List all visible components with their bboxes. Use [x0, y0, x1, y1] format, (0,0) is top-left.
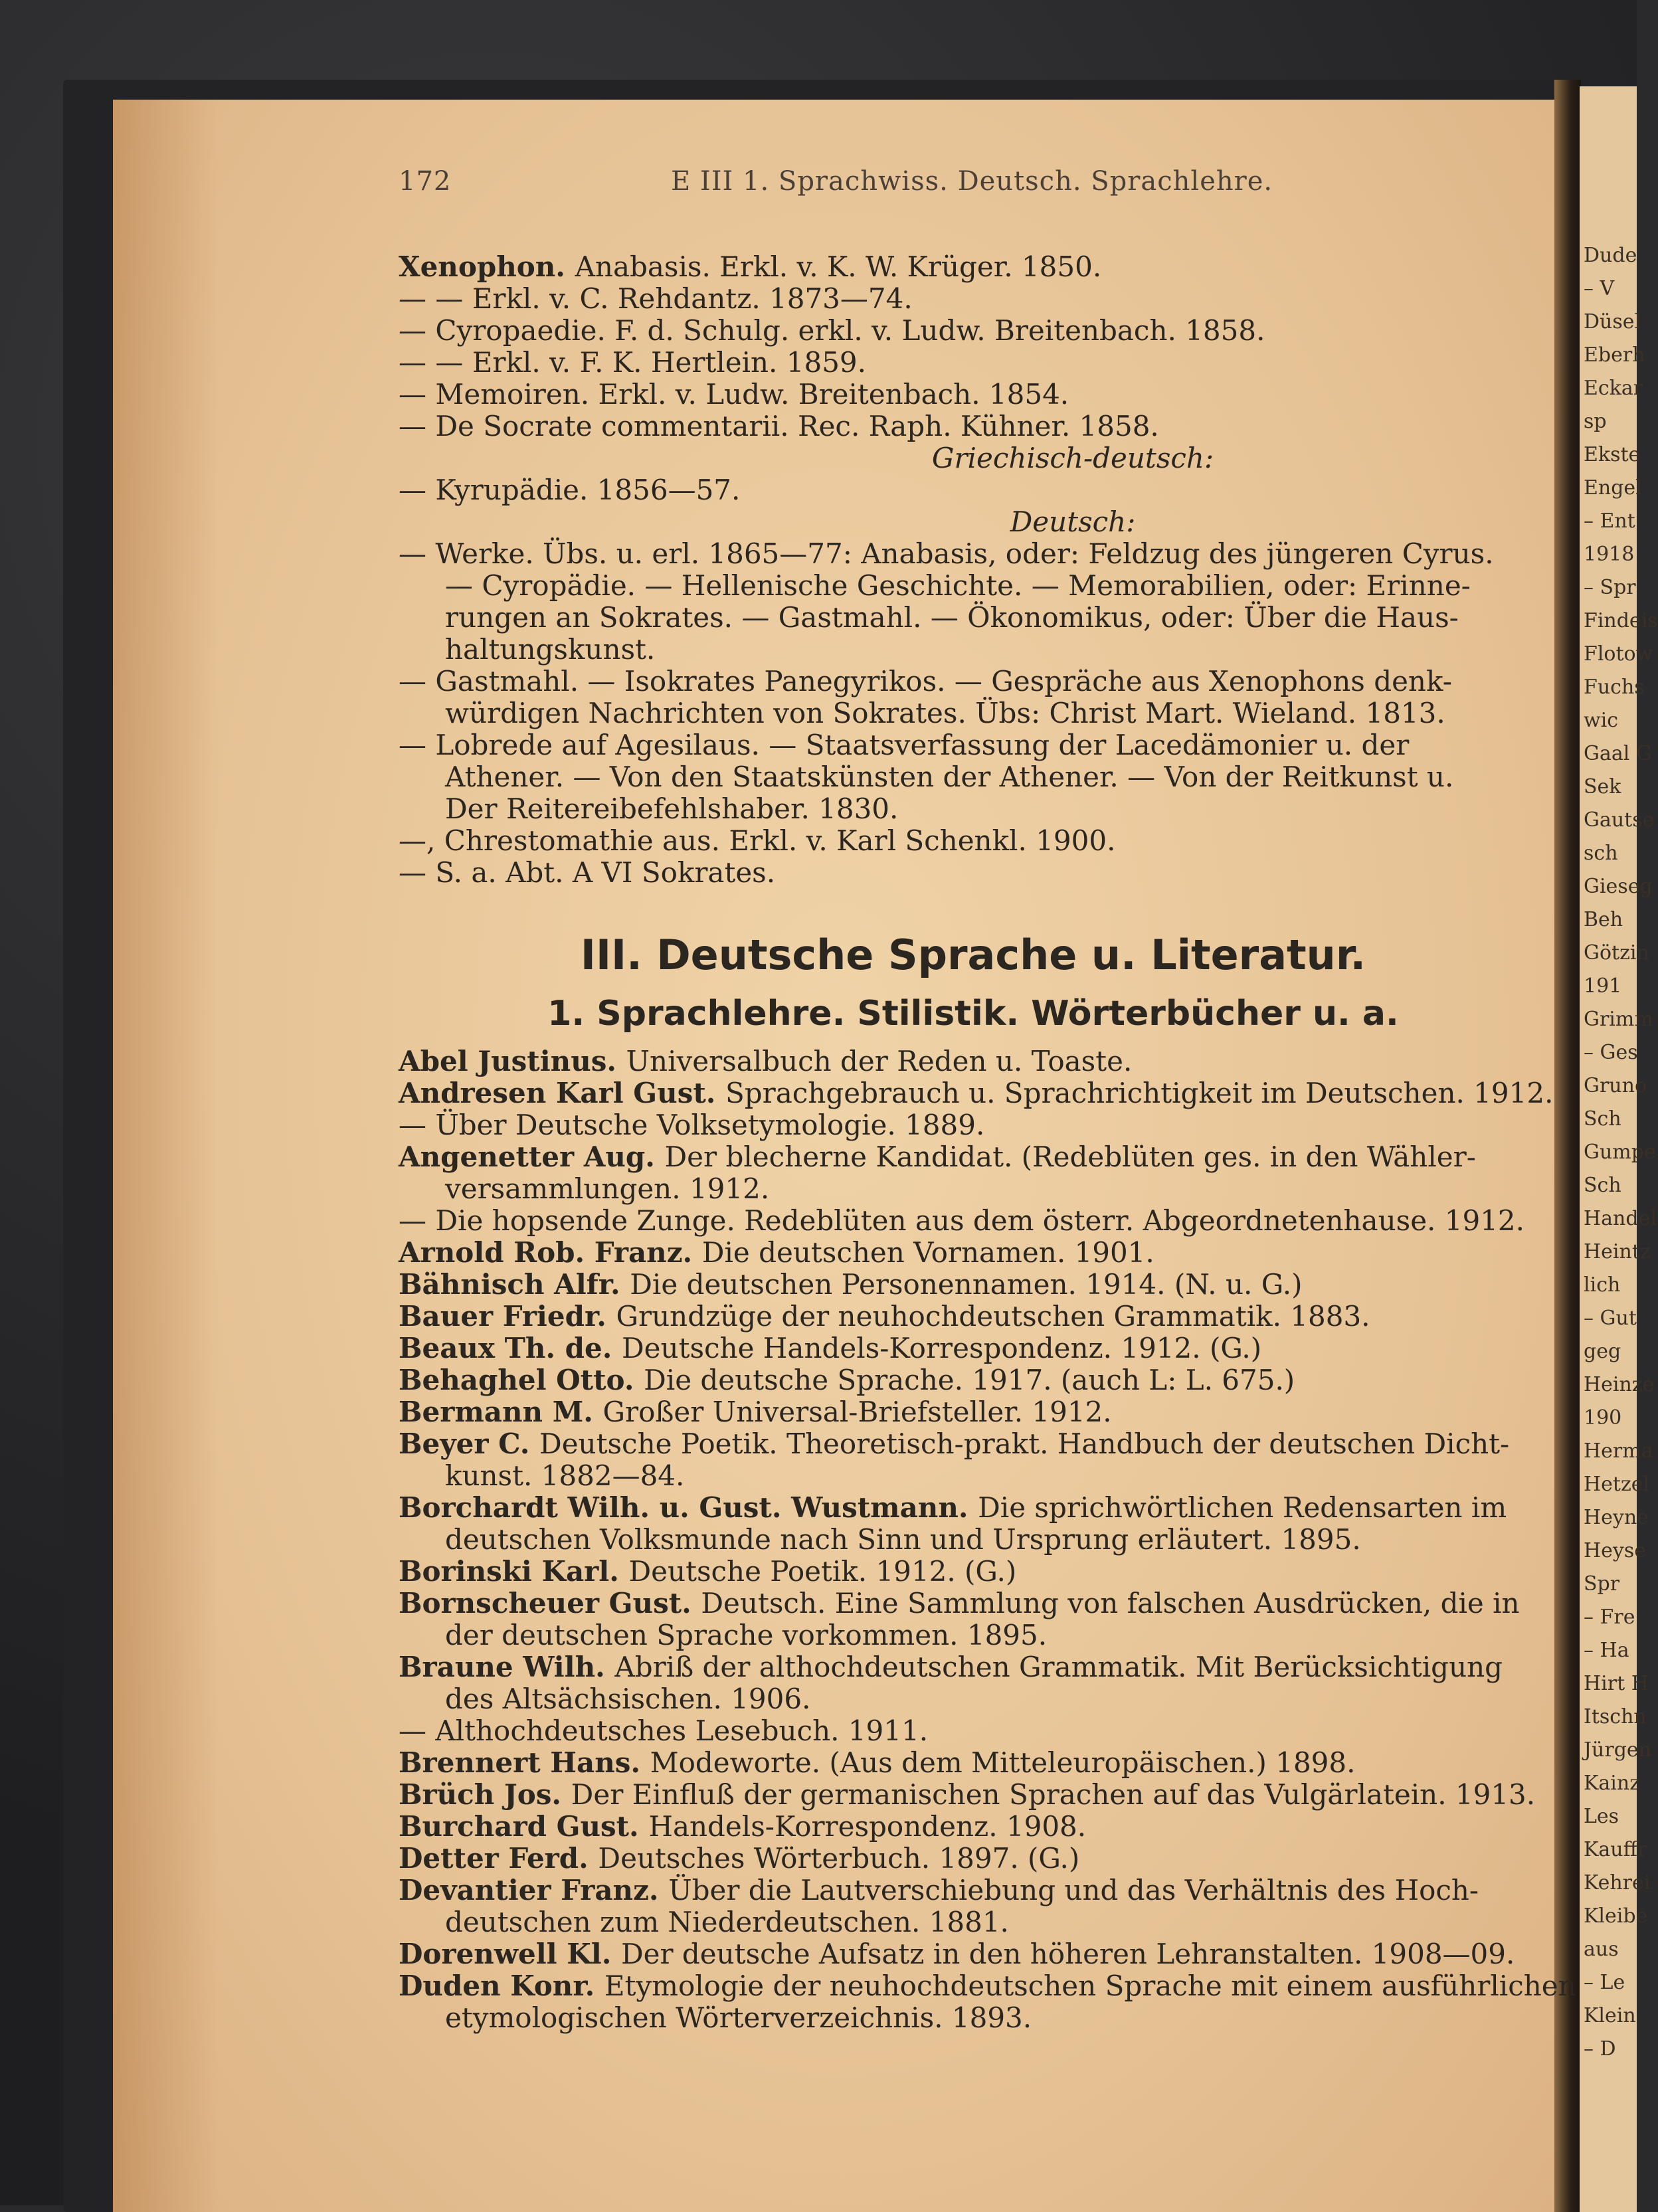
entry-author: Borchardt Wilh. u. Gust. Wustmann. [399, 1491, 978, 1524]
facing-page-fragment-line: – V [1584, 277, 1615, 300]
facing-page-fragment-line: Gieseg [1584, 875, 1653, 898]
heading-griechisch-deutsch: Griechisch-deutsch: [931, 442, 1214, 474]
bibliography-entry [399, 1651, 1548, 1715]
facing-page-fragment-line: Findeis [1584, 609, 1658, 632]
entry-line [399, 1269, 1548, 1301]
entry-text: — De Socrate commentarii. Rec. Raph. Kühner. 1858. [399, 410, 1159, 442]
entry-text: Sprachgebrauch u. Sprachrichtigkeit im Deutschen. 1912. [725, 1077, 1554, 1109]
facing-page-fragment-line: Grimm [1584, 1008, 1653, 1031]
entry-author: Detter Ferd. [399, 1842, 599, 1875]
bibliography-entry [399, 1237, 1548, 1269]
entry-author: Andresen Karl Gust. [399, 1077, 725, 1109]
entry-line: — Werke. Übs. u. erl. 1865—77: Anabasis, oder: Feldzug des jüngeren Cyrus. [399, 537, 1494, 570]
entry-line: Der Reitereibefehlshaber. 1830. [445, 792, 899, 825]
entry-line [399, 1588, 1548, 1619]
facing-page-fragment-line: Kehrei [1584, 1871, 1651, 1894]
entry-author: Dorenwell Kl. [399, 1938, 621, 1970]
section-title: III. Deutsche Sprache u. Literatur. [580, 931, 1366, 979]
entry-line [399, 1811, 1548, 1843]
entry-text: Deutsche Handels-Korrespondenz. 1912. (G.) [622, 1332, 1262, 1364]
entry-line: haltungskunst. [445, 633, 656, 666]
entry-line: rungen an Sokrates. — Gastmahl. — Ökonomikus, oder: Über die Haus- [445, 601, 1459, 634]
entry-text: — Die hopsende Zunge. Redeblüten aus dem österr. Abgeordnetenhause. 1912. [399, 1204, 1524, 1237]
entry-author: Bermann M. [399, 1396, 603, 1428]
facing-page-fragment-line: Itschn [1584, 1705, 1647, 1728]
xenophon-entries [399, 251, 1548, 442]
entry-author: Bähnisch Alfr. [399, 1268, 630, 1301]
facing-page-fragment-line: Gumpe [1584, 1141, 1656, 1164]
bibliography-entry [399, 1205, 1548, 1237]
facing-page-fragment-line: – Gut [1584, 1307, 1637, 1330]
entry-author: Bornscheuer Gust. [399, 1587, 701, 1619]
bibliography-entry [399, 1588, 1548, 1651]
running-title: E III 1. Sprachwiss. Deutsch. Sprachlehre. [671, 166, 1273, 197]
bibliography-entry [399, 1970, 1576, 2034]
xenophon-line [399, 283, 1548, 315]
facing-page-fragment-line: Kleibe [1584, 1904, 1648, 1928]
entry-text: etymologischen Wörterverzeichnis. 1893. [445, 2001, 1032, 2034]
bibliography-entry [399, 1938, 1548, 1970]
heading-deutsch: Deutsch: [1010, 506, 1136, 538]
entry-line [399, 1492, 1548, 1524]
entry-author: Brüch Jos. [399, 1778, 571, 1811]
entry-line [399, 1970, 1576, 2002]
facing-page-fragment-line: Gaal G [1584, 742, 1652, 765]
facing-page-fragment-line: Dude [1584, 244, 1637, 267]
facing-page-fragment-line: Ekste [1584, 443, 1641, 466]
entry-text: Der Einfluß der germanischen Sprachen auf das Vulgärlatein. 1913. [571, 1778, 1536, 1811]
facing-page-fragment-line: 190 [1584, 1406, 1622, 1429]
bibliography-entry [399, 1875, 1548, 1938]
entry-line [399, 1683, 1548, 1715]
entry-text: der deutschen Sprache vorkommen. 1895. [445, 1619, 1048, 1651]
entry-text: Der deutsche Aufsatz in den höheren Lehranstalten. 1908—09. [620, 1938, 1515, 1970]
entry-line: würdigen Nachrichten von Sokrates. Übs: Christ Mart. Wieland. 1813. [445, 697, 1445, 729]
facing-page-fragment-line: Düsel [1584, 310, 1641, 333]
entry-line [399, 1301, 1548, 1333]
entry-author: Bauer Friedr. [399, 1300, 616, 1333]
facing-page-fragment-line: Klein [1584, 2004, 1636, 2027]
entry-text: Universalbuch der Reden u. Toaste. [626, 1045, 1133, 1077]
bibliography-entry [399, 1141, 1548, 1205]
entry-line [399, 1428, 1548, 1460]
facing-page-fragment-line: Engel [1584, 476, 1642, 500]
entry-line: — Cyropädie. — Hellenische Geschichte. — Memorabilien, oder: Erinne- [445, 569, 1471, 602]
entry-line [399, 1205, 1548, 1237]
entry-line [399, 1843, 1548, 1875]
bibliography-entry [399, 1715, 1548, 1747]
entry-text: Die deutsche Sprache. 1917. (auch L: L. 675.) [644, 1364, 1295, 1396]
werke-entry [399, 538, 1548, 666]
bibliography-entry [399, 1811, 1548, 1843]
entry-author: Beaux Th. de. [399, 1332, 622, 1364]
entry-author: Arnold Rob. Franz. [399, 1236, 702, 1269]
facing-page-fragment-line: Sch [1584, 1107, 1621, 1131]
facing-page-fragment-line: Götzin [1584, 941, 1649, 965]
entry-line [399, 1141, 1548, 1173]
entry-text: Modeworte. (Aus dem Mitteleuropäischen.) 1898. [650, 1746, 1356, 1779]
entry-text: deutschen Volksmunde nach Sinn und Ursprung erläutert. 1895. [445, 1523, 1361, 1556]
entry-text: Deutsche Poetik. 1912. (G.) [628, 1555, 1017, 1588]
entry-line [399, 1077, 1554, 1109]
facing-page-text [1580, 86, 1658, 2066]
entry-line: — Gastmahl. — Isokrates Panegyrikos. — Gespräche aus Xenophons denk- [399, 665, 1452, 697]
subsection-title: 1. Sprachlehre. Stilistik. Wörterbücher u. a. [547, 994, 1399, 1034]
bibliography-entry [399, 1779, 1548, 1811]
xenophon-line [399, 251, 1548, 283]
facing-page-fragment-line: Heintz [1584, 1240, 1651, 1263]
facing-page-fragment-line: 1918 [1584, 543, 1635, 566]
entry-text: Über die Lautverschiebung und das Verhältnis des Hoch- [668, 1874, 1479, 1906]
facing-page-fragment-line: sch [1584, 842, 1618, 865]
bibliography-entry [399, 1556, 1548, 1588]
facing-page-fragment-line: – Spr [1584, 576, 1636, 599]
entry-author: Angenetter Aug. [399, 1141, 665, 1173]
entry-text: Deutsch. Eine Sammlung von falschen Ausdrücken, die in [701, 1587, 1520, 1619]
facing-page-fragment-line: Kauffr [1584, 1838, 1647, 1861]
entry-line [399, 1460, 1548, 1492]
entry-text: des Altsächsischen. 1906. [445, 1683, 811, 1715]
bibliography-entry [399, 1301, 1548, 1333]
bibliography-list [399, 1045, 1576, 2034]
bibliography-entry [399, 1492, 1548, 1556]
entry-line [399, 1779, 1548, 1811]
facing-page-fragment-line: Flotow [1584, 642, 1653, 666]
xenophon-line [399, 411, 1548, 442]
facing-page-fragment-line: Kainz [1584, 1772, 1641, 1795]
bibliography-entry [399, 1364, 1548, 1396]
entry-line [399, 1651, 1548, 1683]
entry-text: — Über Deutsche Volksetymologie. 1889. [399, 1109, 985, 1141]
facing-page-fragment-line: Jürgen [1584, 1738, 1651, 1762]
facing-page-fragment-line: Eckar [1584, 377, 1643, 400]
bibliography-entry [399, 1046, 1548, 1077]
facing-page-fragment [1580, 86, 1658, 2212]
xenophon-line [399, 379, 1548, 411]
entry-text: — Memoiren. Erkl. v. Ludw. Breitenbach. 1854. [399, 378, 1069, 411]
facing-page-fragment-line: Heinze [1584, 1373, 1655, 1396]
entry-author: Abel Justinus. [399, 1045, 626, 1077]
entry-text: — Cyropaedie. F. d. Schulg. erkl. v. Ludw. Breitenbach. 1858. [399, 314, 1265, 347]
facing-page-fragment-line: 191 [1584, 974, 1622, 998]
bibliography-entry [399, 1333, 1548, 1364]
entry-author: Duden Konr. [399, 1970, 604, 2002]
facing-page-fragment-line: – D [1584, 2037, 1616, 2061]
facing-page-fragment-line: wic [1584, 709, 1619, 732]
facing-page-fragment-line: Fuchs [1584, 676, 1645, 699]
entry-text: Deutsches Wörterbuch. 1897. (G.) [598, 1842, 1080, 1875]
entry-text: — — Erkl. v. F. K. Hertlein. 1859. [399, 346, 866, 379]
book-gutter [1554, 80, 1581, 2212]
facing-page-fragment-line: Sch [1584, 1174, 1621, 1197]
facing-page-fragment-line: sp [1584, 410, 1607, 433]
xenophon-line [399, 347, 1548, 379]
entry-text: — Althochdeutsches Lesebuch. 1911. [399, 1714, 929, 1747]
entry-text: Abriß der althochdeutschen Grammatik. Mit Berücksichtigung [614, 1651, 1503, 1683]
entry-text: Etymologie der neuhochdeutschen Sprache mit einem ausführlichen [604, 1970, 1576, 2002]
entry-text: Deutsche Poetik. Theoretisch-prakt. Handbuch der deutschen Dicht- [539, 1428, 1510, 1460]
page-body [399, 250, 1576, 2034]
kyrupaedie-line: — Kyrupädie. 1856—57. [399, 474, 741, 506]
entry-text: Handels-Korrespondenz. 1908. [648, 1810, 1087, 1843]
entry-line: Athener. — Von den Staatskünsten der Athener. — Von der Reitkunst u. [445, 761, 1454, 793]
facing-page-fragment-line: aus [1584, 1938, 1619, 1961]
entry-text: Die deutschen Personennamen. 1914. (N. u. G.) [630, 1268, 1303, 1301]
entry-author: Brennert Hans. [399, 1746, 650, 1779]
facing-page-fragment-line: Spr [1584, 1572, 1620, 1596]
facing-page-fragment-line: – Fre [1584, 1606, 1635, 1629]
gastmahl-entry [399, 666, 1548, 729]
entry-line [399, 1396, 1548, 1428]
entry-text: Grundzüge der neuhochdeutschen Grammatik. 1883. [616, 1300, 1370, 1333]
facing-page-fragment-line: Heyse [1584, 1539, 1647, 1562]
facing-page-fragment-line: Hetzel [1584, 1473, 1650, 1496]
entry-line [399, 1046, 1548, 1077]
entry-text: deutschen zum Niederdeutschen. 1881. [445, 1906, 1009, 1938]
entry-author: Borinski Karl. [399, 1555, 629, 1588]
entry-line [399, 1747, 1548, 1779]
entry-author: Xenophon. [399, 250, 575, 283]
entry-line [399, 1173, 1548, 1205]
facing-page-fragment-line: geg [1584, 1340, 1621, 1363]
facing-page-fragment-line: – Ges [1584, 1041, 1638, 1064]
facing-page-fragment-line: Eberh [1584, 343, 1645, 367]
entry-line [399, 1619, 1548, 1651]
bibliography-entry [399, 1396, 1548, 1428]
entry-line [399, 1938, 1548, 1970]
entry-line [399, 1364, 1548, 1396]
facing-page-fragment-line: Beh [1584, 908, 1623, 931]
bibliography-entry [399, 1428, 1548, 1492]
entry-text: versammlungen. 1912. [445, 1172, 770, 1205]
facing-page-fragment-line: – Ha [1584, 1639, 1629, 1662]
bibliography-entry [399, 1109, 1548, 1141]
entry-author: Beyer C. [399, 1428, 540, 1460]
facing-page-fragment-line: Les [1584, 1805, 1619, 1828]
entry-text: Anabasis. Erkl. v. K. W. Krüger. 1850. [575, 250, 1102, 283]
bibliography-entry [399, 1077, 1554, 1109]
entry-line: — Lobrede auf Agesilaus. — Staatsverfassung der Lacedämonier u. der [399, 729, 1410, 761]
entry-author: Behaghel Otto. [399, 1364, 644, 1396]
see-also-line: — S. a. Abt. A VI Sokrates. [399, 856, 776, 889]
facing-page-fragment-line: Hirt H [1584, 1672, 1649, 1695]
entry-text: kunst. 1882—84. [445, 1459, 685, 1492]
entry-text: Die deutschen Vornamen. 1901. [701, 1236, 1154, 1269]
facing-page-fragment-line: lich [1584, 1273, 1621, 1297]
facing-page-fragment-line: Handel [1584, 1207, 1657, 1230]
bibliography-entry [399, 1843, 1548, 1875]
entry-text: Die sprichwörtlichen Redensarten im [978, 1491, 1507, 1524]
entry-line [399, 1906, 1548, 1938]
entry-line [399, 1333, 1548, 1364]
page-edge-shading [113, 100, 219, 2212]
facing-page-fragment-line: Herma [1584, 1439, 1653, 1463]
entry-text: Der blecherne Kandidat. (Redeblüten ges. in den Wähler- [664, 1141, 1476, 1173]
bibliography-entry [399, 1747, 1548, 1779]
entry-line [399, 1715, 1548, 1747]
entry-author: Burchard Gust. [399, 1810, 649, 1843]
facing-page-fragment-line: Sek [1584, 775, 1621, 798]
facing-page-fragment-line: Gruno [1584, 1074, 1647, 1097]
xenophon-line [399, 315, 1548, 347]
facing-page-fragment-line: – Ent [1584, 509, 1635, 533]
chrestomathie-line: —, Chrestomathie aus. Erkl. v. Karl Schenkl. 1900. [399, 824, 1116, 857]
lobrede-entry [399, 729, 1548, 825]
entry-author: Devantier Franz. [399, 1874, 669, 1906]
page-number: 172 [399, 166, 452, 197]
facing-page-fragment-line: Gautse [1584, 808, 1655, 832]
entry-line [399, 1524, 1548, 1556]
entry-author: Braune Wilh. [399, 1651, 615, 1683]
entry-line [399, 1875, 1548, 1906]
entry-text: Großer Universal-Briefsteller. 1912. [602, 1396, 1112, 1428]
bibliography-entry [399, 1269, 1548, 1301]
entry-line [399, 1109, 1548, 1141]
entry-line [399, 1237, 1548, 1269]
entry-text: — — Erkl. v. C. Rehdantz. 1873—74. [399, 282, 913, 315]
entry-line [399, 1556, 1548, 1588]
entry-line [399, 2002, 1548, 2034]
facing-page-fragment-line: – Le [1584, 1971, 1625, 1994]
facing-page-fragment-line: Heyne [1584, 1506, 1649, 1529]
